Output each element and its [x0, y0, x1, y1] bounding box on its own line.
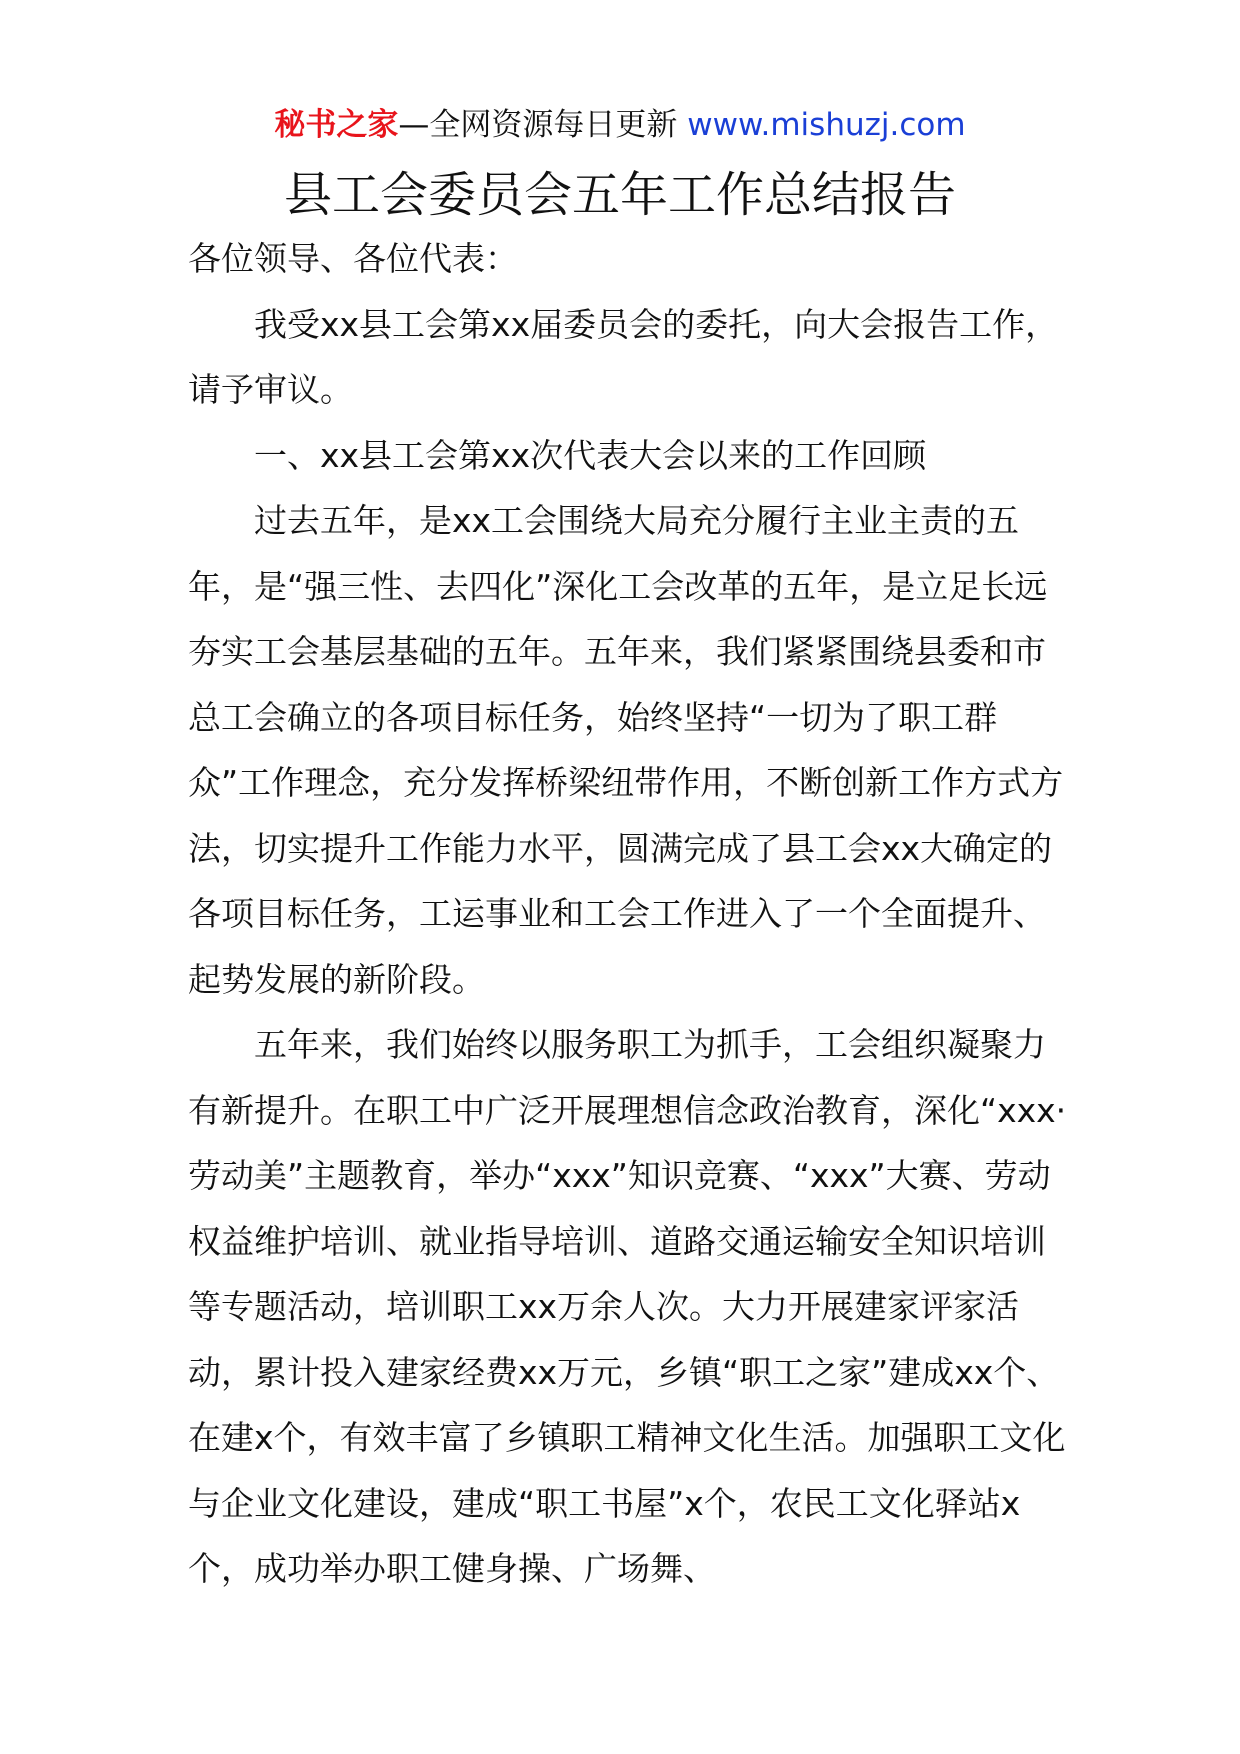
paragraph-intro: 我受xx县工会第xx届委员会的委托，向大会报告工作，请予审议。 [188, 304, 1059, 409]
document-body [188, 226, 1068, 1602]
site-url-link[interactable]: www.mishuzj.com [687, 107, 966, 143]
brand-name: 秘书之家 [274, 107, 399, 143]
site-header [0, 100, 1240, 150]
paragraph: 过去五年，是xx工会围绕大局充分履行主业主责的五年，是“强三性、去四化”深化工会改革的五年，是立足长远夯实工会基层基础的五年。五年来，我们紧紧围绕县委和市总工会确立的各项目标任务，始终坚持“一切为了职工群众”工作理念，充分发挥桥梁纽带作用，不断创新工作方式方法，切实提升工作能力水平，圆满完成了县工会xx大确定的各项目标任务，工运事业和工会工作进入了一个全面提升、起势发展的新阶段。 [188, 501, 1064, 999]
section-heading: 一、xx县工会第xx次代表大会以来的工作回顾 [254, 435, 927, 475]
document-title: 县工会委员会五年工作总结报告 [283, 167, 956, 223]
header-tagline: —全网资源每日更新 [398, 107, 688, 143]
salutation: 各位领导、各位代表： [188, 239, 518, 278]
paragraph: 五年来，我们始终以服务职工为抓手，工会组织凝聚力有新提升。在职工中广泛开展理想信念政治教育，深化“xxx·劳动美”主题教育，举办“xxx”知识竞赛、“xxx”大赛、劳动权益维护培训、就业指导培训、道路交通运输安全知识培训等专题活动，培训职工xx万余人次。大力开展建家评家活动，累计投入建家经费xx万元，乡镇“职工之家”建成xx个、在建x个，有效丰富了乡镇职工精神文化生活。加强职工文化与企业文化建设，建成“职工书屋”x个，农民工文化驿站x个，成功举办职工健身操、广场舞、 [188, 1025, 1067, 1588]
